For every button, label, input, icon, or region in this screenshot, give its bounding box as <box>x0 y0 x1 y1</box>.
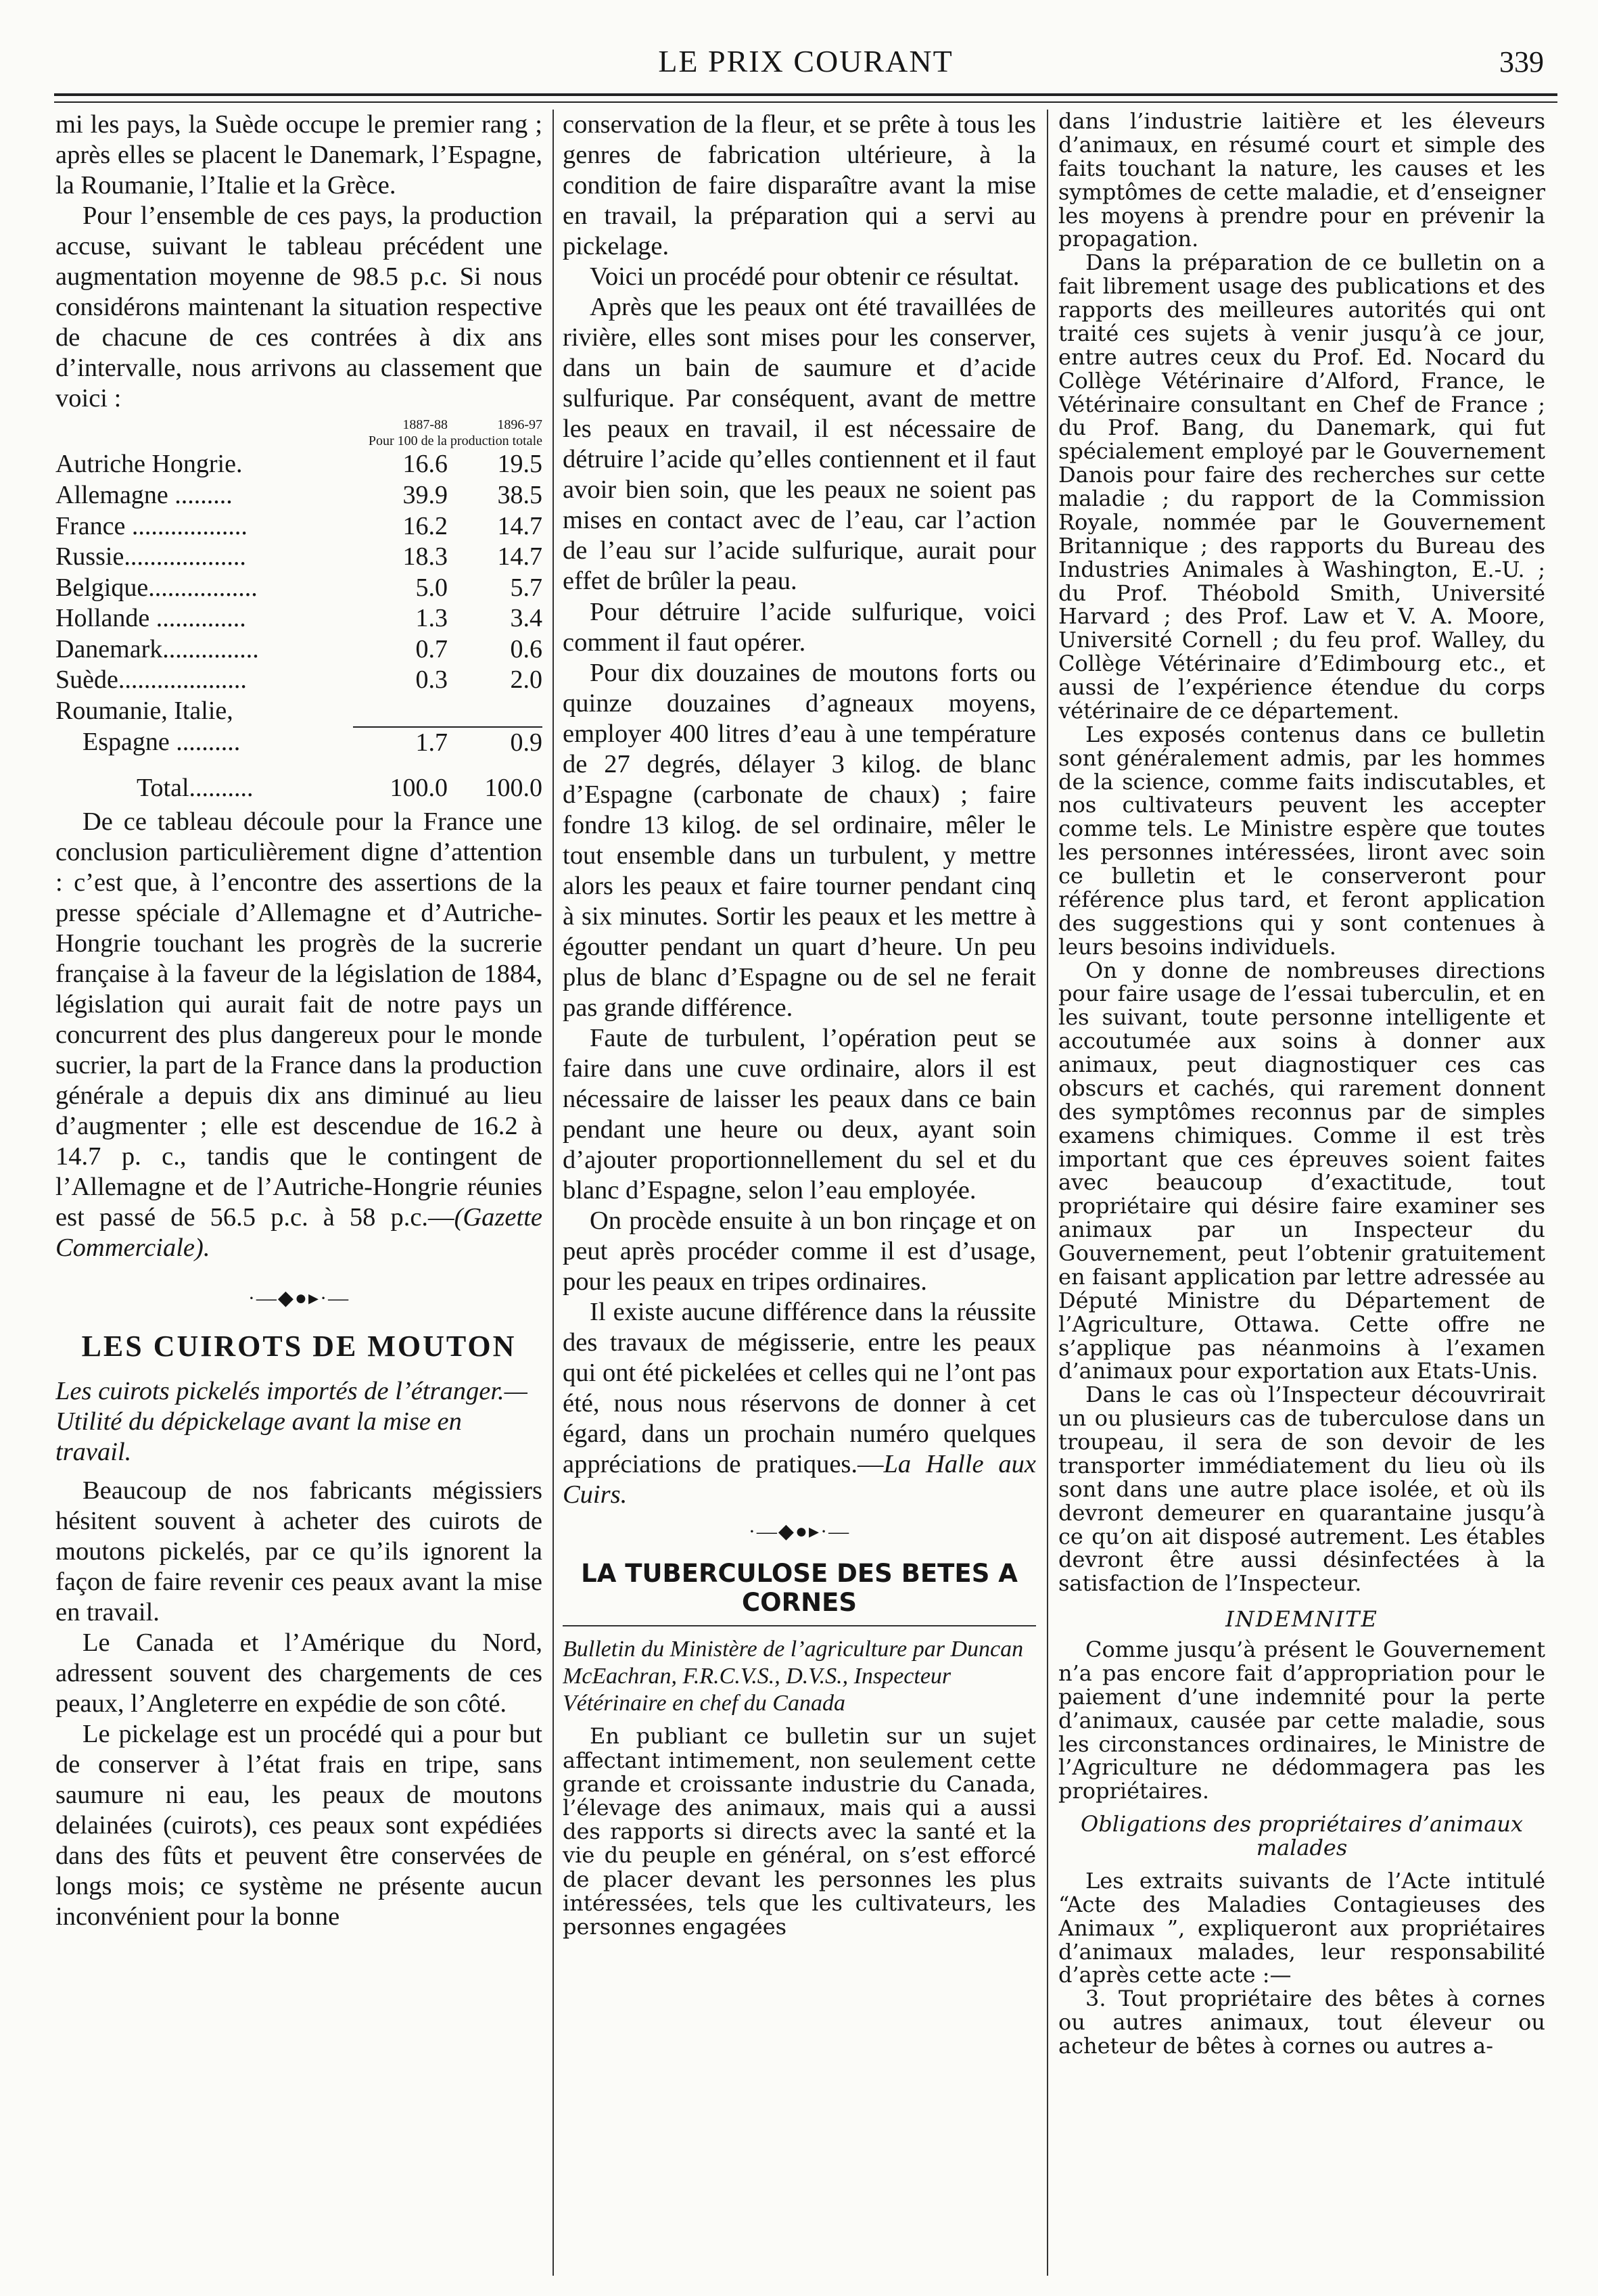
paragraph: Pour détruire l’acide sulfurique, voici comment il faut opérer. <box>563 597 1036 657</box>
table-row: Russie................... 18.3 14.7 <box>55 542 542 571</box>
table-row: Allemagne ......... 39.9 38.5 <box>55 480 542 509</box>
table-col-header: 1887-88 <box>402 417 448 433</box>
header-rule <box>54 93 1557 96</box>
paragraph: Dans le cas où l’Inspecteur découvrirait un ou plusieurs cas de tuberculose dans un troupeau, il sera de son devoir de les transporter immédiatement du lieu où ils sont dans une autre place isolée, et où ils devront demeurer en quarantaine jusqu’à ce qu’on ait disposé autrement. Les étables devront être aussi désinfectées à la satisfaction de l’Inspecteur. <box>1058 1382 1545 1597</box>
paragraph: Faute de turbulent, l’opération peut se faire dans une cuve ordinaire, alors il est nécessaire de laisser les peaux dans ce bain pendant une heure ou deux, ayant soin d’ajouter proportionnellement du sel et du blanc d’Espagne, selon l’eau employée. <box>563 1023 1036 1205</box>
paragraph: Comme jusqu’à présent le Gouvernement n’a pas encore fait d’appropriation pour le paiement d’une indemnité pour la perte d’animaux, causée par cette maladie, sous les circonstances ordinaires, le Ministre de l’Agriculture ne dédommagera pas les propriétaires. <box>1058 1637 1545 1804</box>
ornament-divider: ·—◆●▸·— <box>748 1520 851 1543</box>
page-number: 339 <box>1499 45 1544 78</box>
journal-title: LE PRIX COURANT <box>658 44 954 78</box>
column-divider <box>1047 110 1048 2276</box>
table-row: Roumanie, Italie, <box>55 697 233 726</box>
article-title: LES CUIROTS DE MOUTON <box>81 1330 517 1363</box>
section-heading: INDEMNITE <box>1225 1606 1378 1633</box>
paragraph: conservation de la fleur, et se prête à tous les genres de fabrication ultérieure, à la condition de faire disparaître avant la mise en travail, la préparation qui a servi au pickelage. <box>563 110 1036 261</box>
paragraph: Beaucoup de nos fabricants mégissiers hésitent souvent à acheter des cuirots de moutons pickelés, par ce qu’ils ignorent la façon de faire revenir ces peaux avant la mise en travail. <box>55 1476 542 1627</box>
paragraph: mi les pays, la Suède occupe le premier rang ; après elles se placent le Danemark, l’Espagne, la Roumanie, l’Italie et la Grèce. <box>55 110 542 200</box>
paragraph: Les extraits suivants de l’Acte intitulé “Acte des Maladies Contagieuses des Animaux ”, expliqueront aux propriétaires d’animaux malades, leur responsabilité d’après cette acte :— <box>1058 1867 1545 1988</box>
sugar-production-table <box>55 417 542 804</box>
paragraph: Pour l’ensemble de ces pays, la production accuse, suivant le tableau précédent une augmentation moyenne de 98.5 p.c. Si nous considérons maintenant la situation respective de chacune de ces contrées à dix ans d’intervalle, nous arrivons au classement que voici : <box>55 202 542 413</box>
table-row: France .................. 16.2 14.7 <box>55 511 542 540</box>
paragraph: On y donne de nombreuses directions pour faire usage de l’essai tuberculin, et en les suivant, toute personne intelligente et accoutumée aux soins à donner aux animaux, peut diagnostiquer ces cas obscurs et cachés, qui rarement donnent des symptômes reconnus par de simples examens chimiques. Comme il est très important que ces épreuves soient faites avec beaucoup d’exactitude, tout propriétaire qui désire faire examiner ses animaux par un Inspecteur du Gouvernement, peut l’obtenir gratuitement en faisant application par lettre adressée au Député Ministre du Département de l’Agriculture, Ottawa. Cette offre ne s’applique pas néanmoins à l’examen d’animaux pour exportation aux Etats-Unis. <box>1058 957 1545 1384</box>
column-divider <box>553 110 554 2276</box>
paragraph: Pour dix douzaines de moutons forts ou quinze douzaines d’agneaux moyens, employer 400 litres d’eau à une température de 27 degrés, délayer 3 kilog. de blanc d’Espagne (carbonate de chaux) ; faire fondre 13 kilog. de sel ordinaire, mêler le tout ensemble dans un turbulent, y mettre alors les peaux et faire tourner pendant cinq à six minutes. Sortir les peaux et les mettre à égoutter pendant un quart d’heure. Un peu plus de blanc d’Espagne ou de sel ne ferait pas grande différence. <box>563 658 1036 1022</box>
title-rule <box>563 1625 1036 1626</box>
table-row: Autriche Hongrie. 16.6 19.5 <box>55 450 542 479</box>
article-subtitle: Bulletin du Ministère de l’agriculture par Duncan McEachran, F.R.C.V.S., D.V.S., Inspecteur Vétérinaire en chef du Canada <box>563 1637 1024 1716</box>
table-row: Suède.................... 0.3 2.0 <box>55 665 542 695</box>
ornament-divider: ·—◆●▸·— <box>248 1287 350 1310</box>
source-credit: (Gazette Commerciale). <box>55 1203 542 1263</box>
table-total-row: Total.......... 100.0 100.0 <box>137 774 542 803</box>
table-row: Danemark............... 0.7 0.6 <box>55 634 542 663</box>
paragraph: dans l’industrie laitière et les éleveurs d’animaux, en résumé court et simple des faits touchant la nature, les causes et les symptômes de cette maladie, et d’enseigner les moyens à prendre pour en prévenir la propagation. <box>1058 110 1545 252</box>
table-row: Belgique................. 5.0 5.7 <box>55 573 542 602</box>
column-2 <box>563 110 1036 2276</box>
paragraph: 3. Tout propriétaire des bêtes à cornes ou autres animaux, tout éleveur ou acheteur de bêtes à cornes ou autres a- <box>1058 1986 1545 2059</box>
paragraph: En publiant ce bulletin sur un sujet affectant intimement, non seulement cette grande et croissante industrie du Canada, l’élevage des animaux, mais qui a aussi des rapports si directs avec la santé et la vie du peuple en général, on s’est efforcé de placer devant les personnes les plus intéressées, tels que les cultivateurs, les personnes engagées <box>563 1723 1036 1940</box>
paragraph: Le Canada et l’Amérique du Nord, adressent souvent des chargements de ces peaux, l’Angleterre en expédie de son côté. <box>55 1629 542 1718</box>
table-row: Hollande .............. 1.3 3.4 <box>55 604 542 633</box>
paragraph: Après que les peaux ont été travaillées de rivière, elles sont mises pour les conserver, dans un bain de saumure et d’acide sulfurique. Par conséquent, avant de mettre les peaux en travail, il est nécessaire de détruire l’acide qu’elles contiennent et il faut avoir bien soin, que les peaux ne soient pas mises en contact avec de l’eau, car l’action de l’eau sur l’acide sulfurique, aurait pour effet de brûler la peau. <box>563 293 1036 596</box>
column-1 <box>55 110 542 2276</box>
header-rule-thin <box>54 101 1557 103</box>
paragraph: Voici un procédé pour obtenir ce résultat. <box>590 262 1020 291</box>
paragraph: Dans la préparation de ce bulletin on a fait librement usage des publications et des rapports des meilleures autorités qui ont traité ces sujets à venir jusqu’à ce jour, entre autres ceux du Prof. Ed. Nocard du Collège Vétérinaire d’Alford, France, le Vétérinaire consultant en Chef de France ; du Prof. Bang, du Danemark, qui fut spécialement employé par le Gouvernement Danois pour faire des recherches sur cette maladie ; du rapport de la Commission Royale, nommée par le Gouvernement Britannique ; des rapports du Bureau des Industries Animales à Washington, E.-U. ; du Prof. Théobold Smith, Université Harvard ; des Prof. Law et V. A. Moore, Université Cornell ; du feu prof. Walley, du Collège Vétérinaire d’Edimbourg etc., et aussi de l’expérience étendue du corps vétérinaire de ce département. <box>1058 250 1545 724</box>
table-col-header: 1896-97 <box>497 417 542 433</box>
paragraph: Les exposés contenus dans ce bulletin sont généralement admis, par les hommes de la science, comme faits indiscutables, et nos cultivateurs peuvent les accepter comme tels. Le Ministre espère que toutes les personnes intéressées, liront avec soin ce bulletin et le conserveront pour référence plus tard, et feront application des suggestions qui y sont contenues à leurs besoins individuels. <box>1058 721 1545 960</box>
column-3 <box>1058 110 1545 2276</box>
paragraph: De ce tableau découle pour la France une conclusion particulièrement digne d’attention : c’est que, à l’encontre des assertions de la presse spéciale d’Allemagne et d’Autriche-Hongrie touchant les progrès de la sucrerie française à la faveur de la législation de 1884, législation qui aurait fait de notre pays un concurrent des plus dangereux pour le monde sucrier, la part de la France dans la production générale a depuis dix ans diminué au lieu d’augmenter ; elle est descendue de 16.2 à 14.7 p. c., tandis que le contingent de l’Allemagne et de l’Autriche-Hongrie réunies est passé de 56.5 p.c. à 58 p.c.—(Gazette Commerciale). <box>55 807 542 1263</box>
article-title: LA TUBERCULOSE DES BETES A CORNES <box>581 1558 1018 1617</box>
article-subtitle: Les cuirots pickelés importés de l’étranger.—Utilité du dépickelage avant la mise en travail. <box>55 1376 527 1466</box>
page-header <box>54 39 1557 87</box>
paragraph: On procède ensuite à un bon rinçage et on peut après procéder comme il est d’usage, pour les peaux en tripes ordinaires. <box>563 1206 1036 1296</box>
paragraph: Il existe aucune différence dans la réussite des travaux de mégisserie, entre les peaux qui ont été pickelées et celles qui ne l’ont pas été, nous nous réservons de donner à cet égard, dans un prochain numéro quelques appréciations de pratiques.—La Halle aux Cuirs. <box>563 1298 1036 1509</box>
table-row: Espagne .......... 1.7 0.9 <box>55 727 542 759</box>
paragraph: Le pickelage est un procédé qui a pour but de conserver à l’état frais en tripe, sans saumure ni eau, les peaux de moutons delainées (cuirots), ces peaux sont expédiées dans des fûts et peuvent être conservées de longs mois; ce système ne présente aucun inconvénient pour la bonne <box>55 1720 542 1931</box>
source-credit: La Halle aux Cuirs. <box>563 1450 1036 1509</box>
section-subheading: Obligations des propriétaires d’animaux malades <box>1081 1811 1523 1860</box>
table-subheader: Pour 100 de la production totale <box>368 434 542 449</box>
